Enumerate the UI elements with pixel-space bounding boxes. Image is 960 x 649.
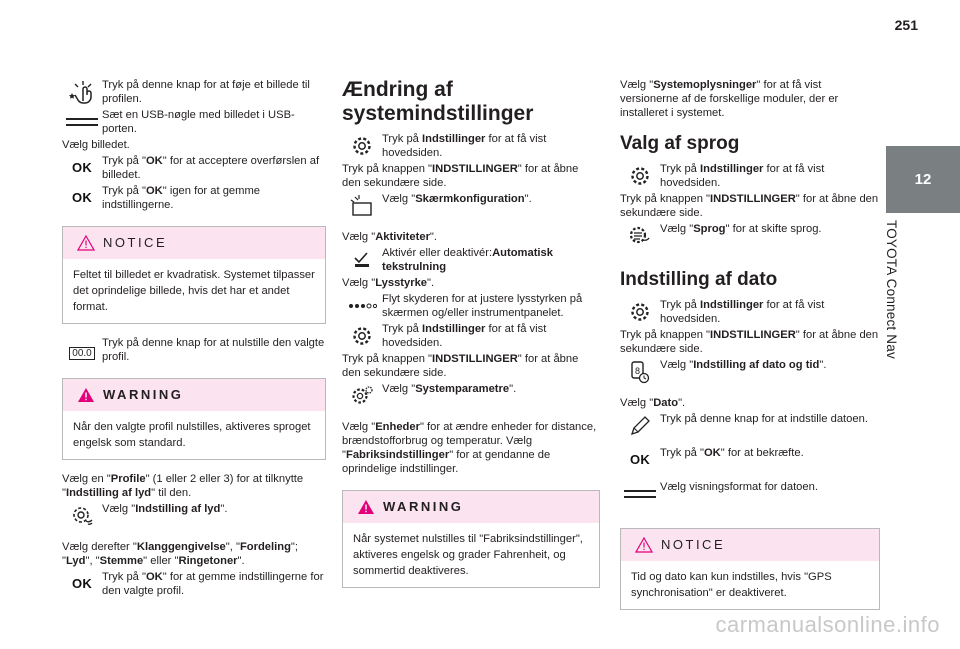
t: Vælg " <box>660 223 694 235</box>
instruction-confirm <box>620 446 880 474</box>
warning-box <box>62 378 326 460</box>
warning-text: Når den valgte profil nulstilles, aktiveres sproget engelsk som standard. <box>73 421 311 449</box>
t: " (1 eller 2 eller 3) for at tilknytte " <box>62 473 304 499</box>
t: Vælg derefter " <box>62 541 137 553</box>
profile-text <box>62 472 326 500</box>
t: INDSTILLINGER <box>432 163 518 175</box>
t: " for at gemme indstillingerne for den valgte profil. <box>102 571 324 597</box>
instruction-add-image <box>62 78 326 106</box>
usb-text: Sæt en USB-nøgle med billedet i USB-porten. <box>102 109 295 135</box>
then-select-text <box>62 540 326 568</box>
ok2-post: " igen for at gemme indstillingerne. <box>102 185 260 211</box>
t: ", " <box>225 541 240 553</box>
warning-header <box>63 379 325 411</box>
t: " for at åbne den sekundære side. <box>620 193 879 219</box>
date-button-text <box>620 328 880 356</box>
instruction-settings <box>342 132 600 160</box>
instruction-lang-settings <box>620 162 880 190</box>
instruction-settings-2 <box>342 322 600 350</box>
t: Indstilling af dato og tid <box>693 359 820 371</box>
date-heading: Indstilling af dato <box>620 269 778 290</box>
ok-button-icon[interactable]: OK <box>629 452 651 467</box>
ok1-pre: Tryk på " <box>102 155 146 167</box>
slider-text: Flyt skyderen for at justere lysstyrken på skærmen og/eller instrumentpanelet. <box>382 293 583 319</box>
usb-key-icon <box>62 108 102 136</box>
t: Indstilling af lyd <box>135 503 221 515</box>
t: Sprog <box>693 223 726 235</box>
screen-config-icon <box>342 192 382 220</box>
instruction-format <box>620 480 880 508</box>
pencil-icon[interactable] <box>620 412 660 440</box>
t: ". <box>220 503 228 515</box>
t: " for at bekræfte. <box>720 447 804 459</box>
t: INDSTILLINGER <box>432 353 518 365</box>
t: " for at gendanne de oprindelige indstillinger. <box>342 449 551 475</box>
t: ". <box>524 193 532 205</box>
t: Tryk på knappen " <box>620 193 710 205</box>
activities-text <box>342 230 600 244</box>
t: ", " <box>85 555 100 567</box>
t: Lysstyrke <box>375 277 428 289</box>
language-heading: Valg af sprog <box>620 133 740 154</box>
notice-header <box>63 227 325 259</box>
warning-title: WARNING <box>383 499 464 514</box>
system-settings-heading: Ændring af systemindstillinger <box>342 78 534 125</box>
gear-icon <box>342 132 382 160</box>
ok1-post: " for at acceptere overførslen af billedet. <box>102 155 320 181</box>
notice-title: NOTICE <box>661 537 726 552</box>
checkbox-icon[interactable] <box>342 246 382 274</box>
t: for at få vist hovedsiden. <box>382 133 547 159</box>
warning-text: Når systemet nulstilles til "Fabriksindstillinger", aktiveres engelsk og grader Fahrenheit, og sommertid deaktiveres. <box>353 533 583 577</box>
instruction-date-settings <box>620 298 880 326</box>
pencil-text: Tryk på denne knap for at indstille datoen. <box>660 413 868 425</box>
brightness-text <box>342 276 600 290</box>
t: " for at skifte sprog. <box>725 223 822 235</box>
clock-icon <box>620 358 660 386</box>
notice-triangle-icon <box>635 537 653 553</box>
reset-text: Tryk på denne knap for at nulstille den valgte profil. <box>102 337 325 363</box>
t: Vælg " <box>660 359 694 371</box>
format-list-icon <box>620 480 660 508</box>
t: Enheder <box>375 421 420 433</box>
t: Vælg en " <box>62 473 111 485</box>
button-text <box>342 162 600 190</box>
t: Vælg " <box>620 79 654 91</box>
t: ". <box>678 397 686 409</box>
t: ". <box>237 555 245 567</box>
t: OK <box>703 447 721 459</box>
t: Indstillinger <box>700 299 764 311</box>
notice-title: NOTICE <box>103 235 168 250</box>
t: OK <box>145 571 163 583</box>
instruction-pencil <box>620 412 880 440</box>
t: Vælg " <box>342 421 376 433</box>
t: Aktivér eller deaktivér: <box>382 247 493 259</box>
warning-triangle-icon <box>357 499 375 515</box>
page-number: 251 <box>894 17 918 33</box>
chapter-number: 12 <box>914 170 932 188</box>
t: Profile <box>110 473 146 485</box>
button2-text <box>342 352 600 380</box>
instruction-sysparam <box>342 382 600 410</box>
gear-icon <box>342 322 382 350</box>
ok2-pre: Tryk på " <box>102 185 146 197</box>
t: Fordeling <box>239 541 291 553</box>
instruction-datetime <box>620 358 880 386</box>
watermark: carmanualsonline.info <box>715 612 940 637</box>
notice-triangle-icon <box>77 235 95 251</box>
instruction-sound <box>62 502 326 530</box>
t: Fabriksindstillinger <box>345 449 450 461</box>
notice-box <box>62 226 326 324</box>
slider-icon[interactable] <box>342 292 382 320</box>
warning-triangle-icon <box>77 387 95 403</box>
reset-icon-label: 00.0 <box>69 347 94 360</box>
notice-box-2 <box>620 528 880 610</box>
t: Dato <box>653 397 679 409</box>
chapter-tab[interactable] <box>886 146 960 213</box>
t: " til den. <box>151 487 192 499</box>
select-image-text: Vælg billedet. <box>62 139 130 151</box>
column-3 <box>620 78 880 622</box>
t: Vælg " <box>382 383 416 395</box>
t: Klanggengivelse <box>136 541 226 553</box>
t: Indstilling af lyd <box>65 487 152 499</box>
t: " eller " <box>143 555 179 567</box>
t: Indstillinger <box>422 323 486 335</box>
notice-text: Feltet til billedet er kvadratisk. Systemet tilpasser det oprindelige billede, hvis det har et andet format. <box>73 269 315 313</box>
instruction-usb <box>62 108 326 136</box>
t: Tryk på " <box>660 447 704 459</box>
t: Ringetoner <box>178 555 238 567</box>
t: Aktiviteter <box>375 231 430 243</box>
chapter-title: TOYOTA Connect Nav <box>884 220 899 359</box>
t: for at få vist hovedsiden. <box>660 163 825 189</box>
t: INDSTILLINGER <box>710 329 796 341</box>
system-parameters-icon <box>342 382 382 410</box>
t: Skærmkonfiguration <box>415 193 525 205</box>
instruction-reset <box>62 336 326 364</box>
t: Tryk på knappen " <box>620 329 710 341</box>
t: " for at få vist versionerne af de forskellige moduler, der er installeret i systemet. <box>620 79 839 119</box>
t: Systemoplysninger <box>653 79 757 91</box>
t: ". <box>819 359 827 371</box>
svg-text:8: 8 <box>635 366 641 376</box>
language-icon <box>620 222 660 250</box>
t: Tryk på <box>382 323 422 335</box>
t: Vælg " <box>342 277 376 289</box>
ok-button-icon[interactable]: OK <box>71 190 93 205</box>
t: " for at ændre enheder for distance, brændstofforbrug og temperatur. Vælg " <box>342 421 597 461</box>
t: " for at åbne den sekundære side. <box>342 353 579 379</box>
gear-icon <box>620 298 660 326</box>
lang-button-text <box>620 192 880 220</box>
warning-box-2 <box>342 490 600 588</box>
instruction-slider <box>342 292 600 320</box>
t: ". <box>509 383 517 395</box>
instruction-ok-2 <box>62 184 326 212</box>
t: " for at åbne den sekundære side. <box>342 163 579 189</box>
t: Tryk på knappen " <box>342 163 432 175</box>
column-1 <box>62 78 326 600</box>
instruction-language <box>620 222 880 250</box>
t: Lyd <box>65 555 86 567</box>
sysinfo-text <box>620 78 880 120</box>
instruction-ok-3 <box>62 570 326 598</box>
date-select-text <box>620 396 880 410</box>
t: Tryk på " <box>102 571 146 583</box>
t: INDSTILLINGER <box>710 193 796 205</box>
t: for at få vist hovedsiden. <box>382 323 547 349</box>
ok1-bold: OK <box>145 155 163 167</box>
instruction-screen-config <box>342 192 600 220</box>
t: Systemparametre <box>415 383 510 395</box>
notice-text: Tid og dato kan kun indstilles, hvis "GPS synchronisation" er deaktiveret. <box>631 571 832 599</box>
instruction-ok-1 <box>62 154 326 182</box>
t: ". <box>429 231 438 243</box>
t: Tryk på <box>382 133 422 145</box>
warning-header <box>343 491 599 523</box>
t: for at få vist hovedsiden. <box>660 299 825 325</box>
t: Vælg " <box>342 231 376 243</box>
ok2-bold: OK <box>145 185 163 197</box>
warning-title: WARNING <box>103 387 184 402</box>
ok-button-icon[interactable]: OK <box>71 160 93 175</box>
ok-button-icon[interactable]: OK <box>71 576 93 591</box>
t: Tryk på <box>660 299 700 311</box>
chapter-title-vertical <box>884 220 916 490</box>
t: Tryk på knappen " <box>342 353 432 365</box>
t: ". <box>427 277 435 289</box>
t: Indstillinger <box>422 133 486 145</box>
sound-settings-icon <box>62 502 102 530</box>
add-image-text: Tryk på denne knap for at føje et billede til profilen. <box>102 79 310 105</box>
add-image-icon <box>62 78 102 106</box>
t: Stemme <box>99 555 144 567</box>
instruction-autoscroll <box>342 246 600 274</box>
t: "; " <box>62 541 299 567</box>
units-text <box>342 420 600 476</box>
notice-header <box>621 529 879 561</box>
t: Automatisk tekstrulning <box>382 247 553 273</box>
t: Indstillinger <box>700 163 764 175</box>
t: " for at åbne den sekundære side. <box>620 329 879 355</box>
gear-icon <box>620 162 660 190</box>
t: Tryk på <box>660 163 700 175</box>
t: Vælg " <box>382 193 416 205</box>
column-2 <box>342 78 600 600</box>
reset-counter-icon <box>62 336 102 364</box>
format-text: Vælg visningsformat for datoen. <box>660 481 818 493</box>
t: Vælg " <box>102 503 136 515</box>
t: Vælg " <box>620 397 654 409</box>
